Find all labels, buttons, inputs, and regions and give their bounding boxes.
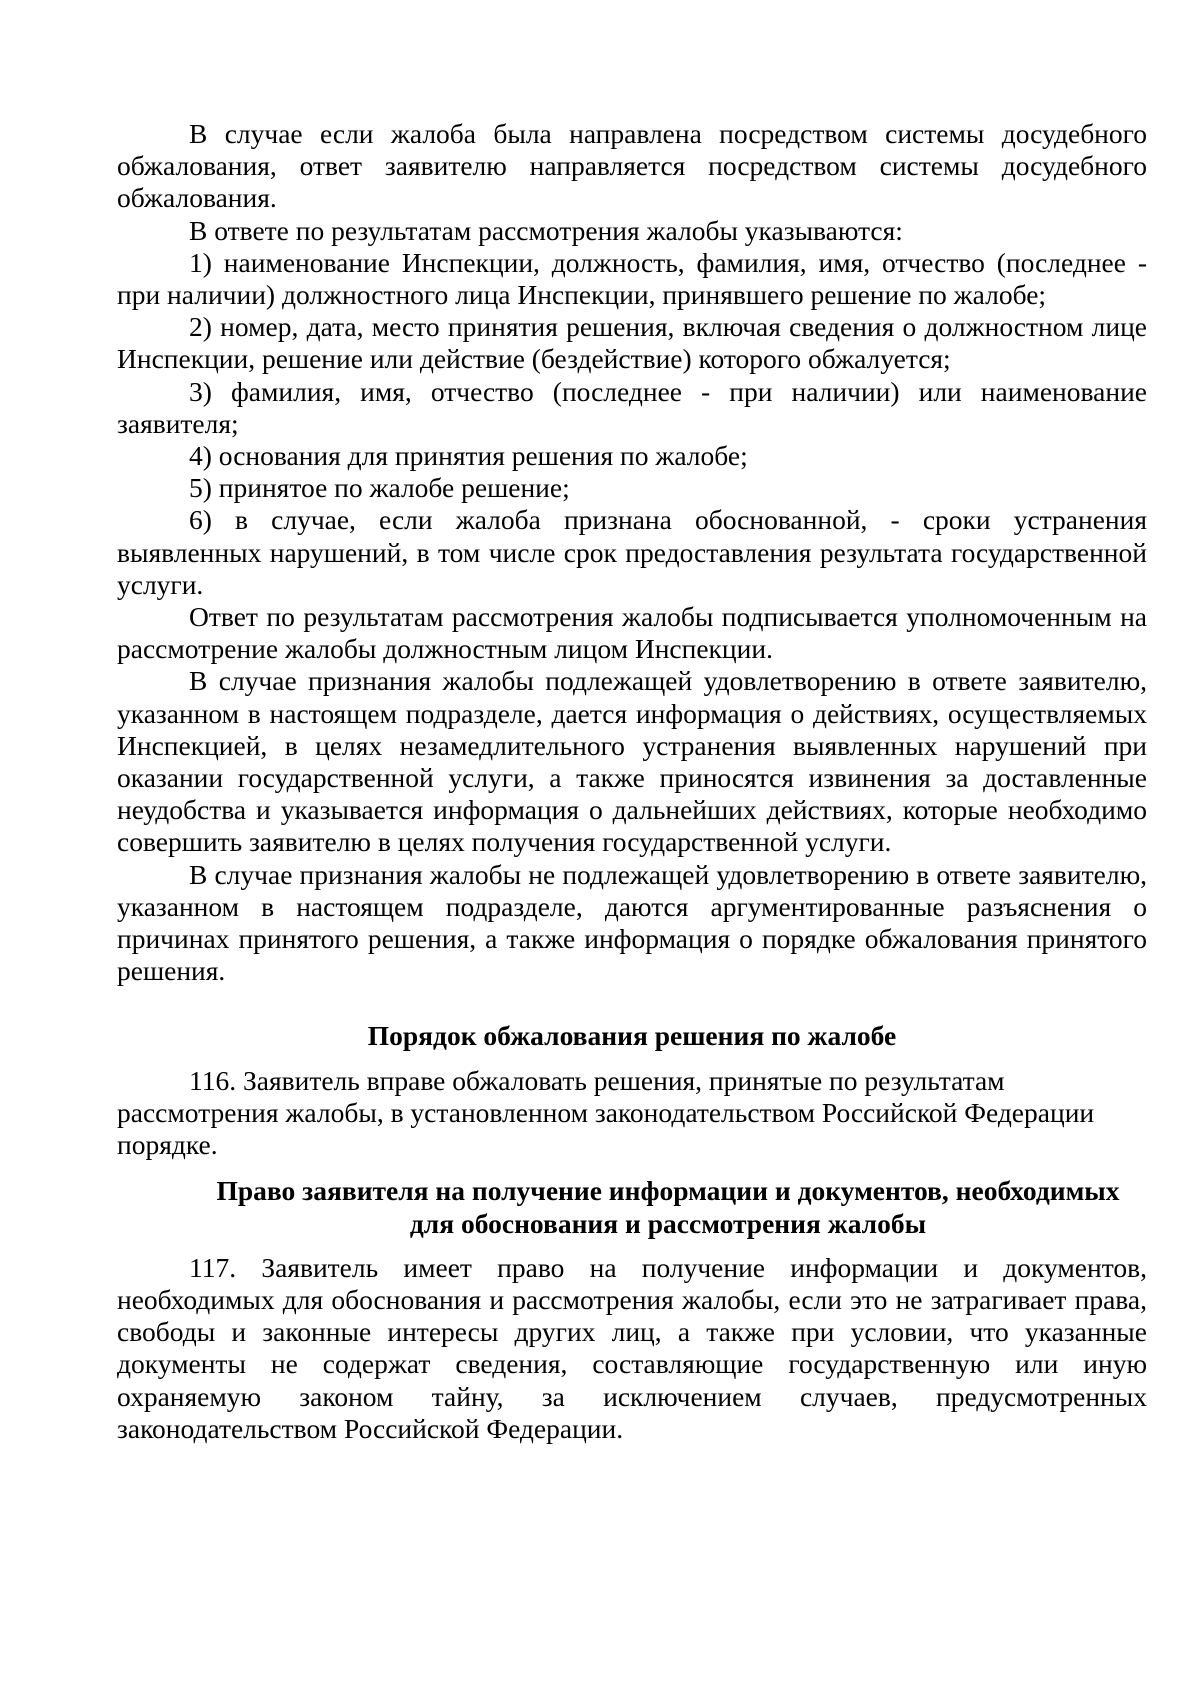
paragraph-signature: Ответ по результатам рассмотрения жалобы подписывается уполномоченным на рассмотрение жалобы должностным лицом Инспекции. xyxy=(117,601,1147,665)
document-body xyxy=(117,118,1147,1445)
list-item-3: 3) фамилия, имя, отчество (последнее - при наличии) или наименование заявителя; xyxy=(117,375,1147,439)
section-heading-information-right xyxy=(117,1175,1147,1239)
paragraph-unsatisfied-complaint: В случае признания жалобы не подлежащей удовлетворению в ответе заявителю, указанном в настоящем подразделе, даются аргументированные разъяснения о причинах принятого решения, а также информация о порядке обжалования принятого решения. xyxy=(117,858,1147,987)
section-heading-line-2: для обоснования и рассмотрения жалобы xyxy=(409,1207,927,1239)
section-heading-line-1: Право заявителя на получение информации и документов, необходимых xyxy=(216,1175,1120,1207)
paragraph-satisfied-complaint: В случае признания жалобы подлежащей удовлетворению в ответе заявителю, указанном в настоящем подразделе, дается информация о действиях, осуществляемых Инспекцией, в целях незамедлительного устранения выявленных нарушений при оказании государственной услуги, а также приносятся извинения за доставленные неудобства и указывается информация о дальнейших действиях, которые необходимо совершить заявителю в целях получения государственной услуги. xyxy=(117,665,1147,858)
list-item-5: 5) принятое по жалобе решение; xyxy=(189,472,570,504)
paragraph-response-channel: В случае если жалоба была направлена посредством системы досудебного обжалования, ответ заявителю направляется посредством системы досудебного обжалования. xyxy=(117,118,1147,214)
list-item-1: 1) наименование Инспекции, должность, фамилия, имя, отчество (последнее - при наличии) должностного лица Инспекции, принявшего решение по жалобе; xyxy=(117,246,1147,311)
paragraph-117: 117. Заявитель имеет право на получение информации и документов, необходимых для обоснования и рассмотрения жалобы, если это не затрагивает права, свободы и законные интересы других лиц, а также при условии, что указанные документы не содержат сведения, составляющие государственную или иную охраняемую законом тайну, за исключением случаев, предусмотренных законодательством Российской Федерации. xyxy=(117,1251,1147,1444)
section-heading-appeal: Порядок обжалования решения по жалобе xyxy=(367,1020,897,1052)
list-item-6: 6) в случае, если жалоба признана обоснованной, - сроки устранения выявленных нарушений, в том числе срок предоставления результата государственной услуги. xyxy=(117,504,1147,600)
paragraph-response-contents-intro: В ответе по результатам рассмотрения жалобы указываются: xyxy=(189,214,903,246)
paragraph-116: 116. Заявитель вправе обжаловать решения, принятые по результатам рассмотрения жалобы, в установленном законодательством Российской Федерации порядке. xyxy=(117,1064,1095,1161)
list-item-2: 2) номер, дата, место принятия решения, включая сведения о должностном лице Инспекции, решение или действие (бездействие) которого обжалуется; xyxy=(117,311,1147,375)
list-item-4: 4) основания для принятия решения по жалобе; xyxy=(189,440,748,472)
